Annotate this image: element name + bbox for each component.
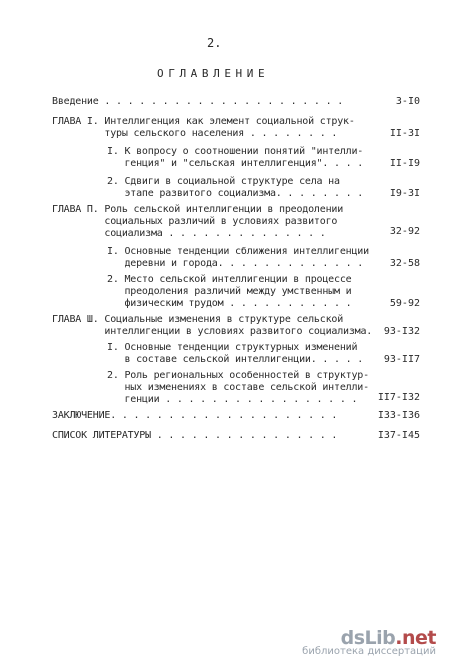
toc-ch3-s1-line1: I. Основные тенденции структурных изменений xyxy=(107,342,358,353)
toc-ch3-s2-line1: 2. Роль региональных особенностей в структур- xyxy=(107,370,369,381)
toc-ch1-s2-line2: этапе развитого социализма. . . . . . . . xyxy=(107,188,364,199)
toc-ch1-s2-line1: 2. Сдвиги в социальной структуре села на xyxy=(107,176,340,187)
toc-ch3-s2-pages: II7-I32 xyxy=(377,392,420,403)
toc-ch2-s2-line1: 2. Место сельской интеллигенции в процессе xyxy=(107,274,352,285)
watermark xyxy=(302,627,436,657)
toc-ch2-line2: социальных различий в условиях развитого xyxy=(52,216,338,227)
toc-title: ОГЛАВЛЕНИЕ xyxy=(157,67,270,80)
toc-conclusion-label: ЗАКЛЮЧЕНИЕ. . . . . . . . . . . . . . . . . . . . xyxy=(52,410,338,421)
toc-ch2-s1-line2: деревни и города. . . . . . . . . . . . . xyxy=(107,258,364,269)
toc-ch2-s2-line3: физическим трудом . . . . . . . . . . . xyxy=(107,298,352,309)
toc-ch1-pages: II-3I xyxy=(389,128,420,139)
toc-ch2-pages: 32-92 xyxy=(389,226,420,237)
toc-ch1-s1-pages: II-I9 xyxy=(389,158,420,169)
toc-ch1-s2-pages: I9-3I xyxy=(389,188,420,199)
toc-ch2-s1-line1: I. Основные тенденции сближения интеллигенции xyxy=(107,246,369,257)
toc-ch3-s2-line3: генции . . . . . . . . . . . . . . . . . xyxy=(107,394,358,405)
toc-intro-pages: 3-I0 xyxy=(395,96,420,107)
toc-ch3-s1-line2: в составе сельской интеллигенции. . . . . xyxy=(107,354,364,365)
toc-ch2-line3: социализма . . . . . . . . . . . . . . xyxy=(52,228,326,239)
toc-ch1-s1-line1: I. К вопросу о соотношении понятий "интелли- xyxy=(107,146,364,157)
watermark-subtitle: библиотека диссертаций xyxy=(302,646,436,657)
toc-ch3-s1-pages: 93-II7 xyxy=(383,354,420,365)
toc-ch3-line1: ГЛАВА Ш. Социальные изменения в структуре сельской xyxy=(52,314,344,325)
toc-ch3-pages: 93-I32 xyxy=(383,326,420,337)
watermark-logo-tld: .net xyxy=(395,627,436,649)
toc-ch2-line1: ГЛАВА П. Роль сельской интеллигенции в преодолении xyxy=(52,204,344,215)
toc-ch1-line2: туры сельского населения . . . . . . . . xyxy=(52,128,338,139)
toc-references-pages: I37-I45 xyxy=(377,430,420,441)
toc-ch2-s2-line2: преодоления различий между умственным и xyxy=(107,286,352,297)
toc-ch3-s2-line2: ных изменениях в составе сельской интелли- xyxy=(107,382,369,393)
toc-conclusion-pages: I33-I36 xyxy=(377,410,420,421)
watermark-logo-main: dsLib xyxy=(340,627,396,649)
toc-ch1-s1-line2: генция" и "сельская интеллигенция". . . . xyxy=(107,158,364,169)
toc-ch1-line1: ГЛАВА I. Интеллигенция как элемент социальной струк- xyxy=(52,116,355,127)
toc-intro-label: Введение . . . . . . . . . . . . . . . . . . . . . xyxy=(52,96,344,107)
toc-ch2-s1-pages: 32-58 xyxy=(389,258,420,269)
toc-ch2-s2-pages: 59-92 xyxy=(389,298,420,309)
toc-references-label: СПИСОК ЛИТЕРАТУРЫ . . . . . . . . . . . . . . . . xyxy=(52,430,338,441)
toc-ch3-line2: интеллигенции в условиях развитого социализма. xyxy=(52,326,373,337)
page-number: 2. xyxy=(207,36,222,50)
